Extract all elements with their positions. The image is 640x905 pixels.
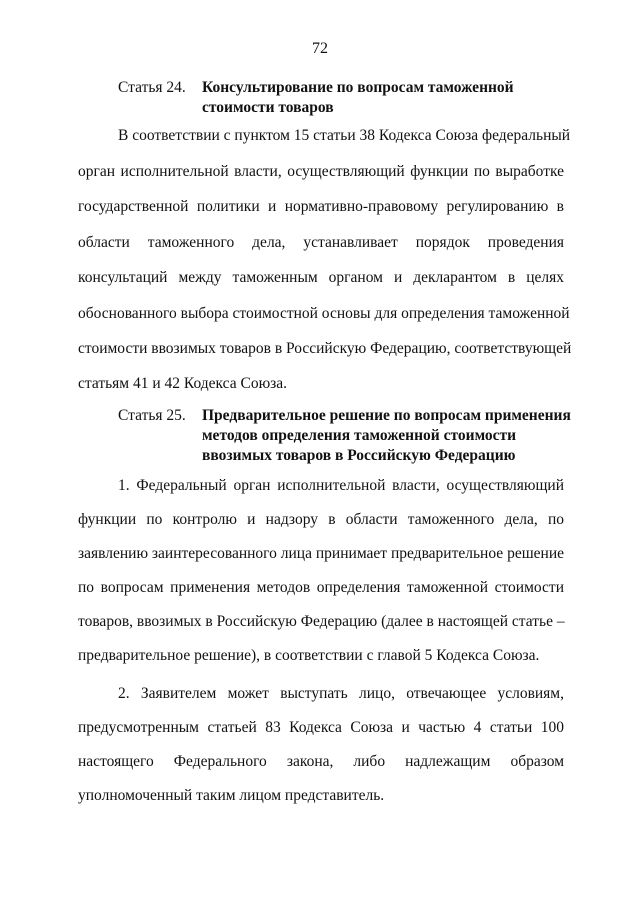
paragraph-line: орган исполнительной власти, осуществляющий функции по выработке (78, 163, 564, 180)
paragraph-line: В соответствии с пунктом 15 статьи 38 Кодекса Союза федеральный (118, 127, 571, 144)
paragraph-line: статьям 41 и 42 Кодекса Союза. (78, 375, 288, 392)
article-25-title-line: Предварительное решение по вопросам применения (202, 407, 571, 424)
article-24-title-line: Консультирование по вопросам таможенной (202, 79, 514, 96)
paragraph-line: предварительное решение), в соответствии с главой 5 Кодекса Союза. (78, 647, 540, 664)
paragraph-line: предусмотренным статьей 83 Кодекса Союза и частью 4 статьи 100 (78, 719, 564, 736)
article-24-number: Статья 24. (118, 79, 186, 96)
article-25-title-line: ввозимых товаров в Российскую Федерацию (202, 447, 516, 464)
article-24-title-line: стоимости товаров (202, 99, 334, 116)
page-number: 72 (312, 40, 328, 57)
article-25-number: Статья 25. (118, 407, 186, 424)
article-25-title (202, 406, 571, 466)
paragraph-line: уполномоченный таким лицом представитель. (78, 787, 385, 804)
paragraph-line: функции по контролю и надзору в области таможенного дела, по (78, 511, 564, 528)
paragraph-line: 2. Заявителем может выступать лицо, отвечающее условиям, (118, 685, 564, 702)
paragraph-line: обоснованного выбора стоимостной основы для определения таможенной (78, 305, 570, 322)
paragraph-line: товаров, ввозимых в Российскую Федерацию (далее в настоящей статье – (78, 613, 565, 630)
article-25-title-line: методов определения таможенной стоимости (202, 427, 517, 444)
paragraph-line: государственной политики и нормативно-правовому регулированию в (78, 198, 564, 215)
article-24-title (202, 78, 514, 118)
paragraph-line: 1. Федеральный орган исполнительной власти, осуществляющий (118, 477, 564, 494)
paragraph-line: по вопросам применения методов определения таможенной стоимости (78, 579, 564, 596)
paragraph-line: заявлению заинтересованного лица принимает предварительное решение (78, 545, 564, 562)
paragraph-line: консультаций между таможенным органом и декларантом в целях (78, 269, 564, 286)
paragraph-line: стоимости ввозимых товаров в Российскую Федерацию, соответствующей (78, 340, 572, 357)
paragraph-line: области таможенного дела, устанавливает порядок проведения (78, 234, 564, 251)
paragraph-line: настоящего Федерального закона, либо надлежащим образом (78, 753, 564, 770)
